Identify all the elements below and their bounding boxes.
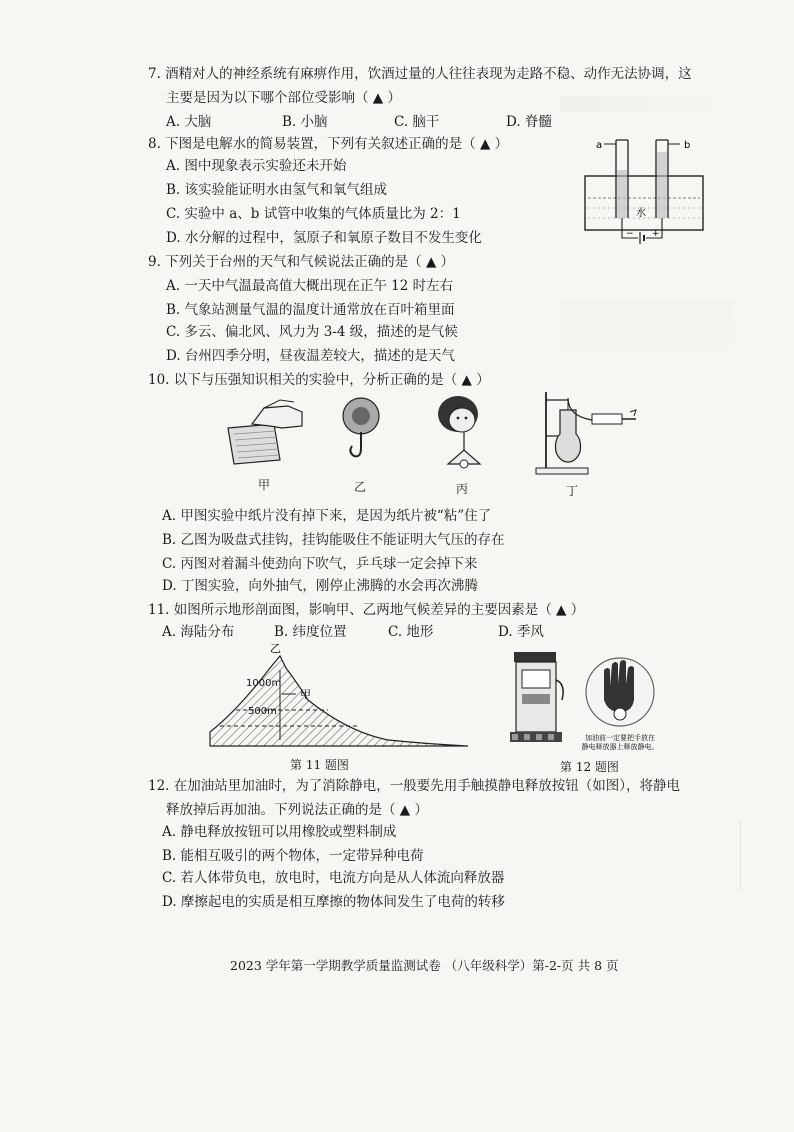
scan-edge-line [740,820,742,890]
site-label-jia: 甲 [300,688,311,701]
q8-option-a: A. 图中现象表示实验还未开始 [166,158,347,174]
tube-a-label: a [596,140,603,151]
q12-stem-line1: 12. 在加油站里加油时，为了消除静电，一般要先用手触摸静电释放按钮（如图），将静电 [148,778,681,794]
q8-stem: 8. 下图是电解水的简易装置，下列有关叙述正确的是（ ▲ ） [148,136,509,152]
q9-option-c: C. 多云、偏北风、风力为 3-4 级，描述的是气候 [166,324,458,340]
svg-text:+: + [652,229,660,239]
water-label: 水 [636,208,646,219]
figure-ding-label: 丁 [566,484,579,498]
q11-option-b: B. 纬度位置 [274,624,347,640]
sign-line2: 静电释放器上释放静电。 [581,743,659,751]
q9-stem: 9. 下列关于台州的天气和气候说法正确的是（ ▲ ） [148,254,455,270]
q7-option-a: A. 大脑 [166,114,212,130]
terrain-profile-figure [208,640,470,752]
static-discharge-figure [500,640,676,752]
q12-stem-line2: 释放掉后再加油。下列说法正确的是（ ▲ ） [166,802,428,818]
q12-option-b: B. 能相互吸引的两个物体，一定带异种电荷 [162,848,424,864]
scan-bleed-mark [560,300,730,360]
q9-option-d: D. 台州四季分明，昼夜温差较大，描述的是天气 [166,348,455,364]
figure-yi-label: 乙 [354,480,367,494]
q7-stem-line1: 7. 酒精对人的神经系统有麻痹作用，饮酒过量的人往往表现为走路不稳、动作无法协调，这 [148,66,692,82]
peak-label-yi: 乙 [270,642,281,655]
q7-option-b: B. 小脑 [282,114,328,130]
electrolysis-apparatus-figure [580,132,710,248]
tube-b-label: b [684,140,691,151]
q12-option-a: A. 静电释放按钮可以用橡胶或塑料制成 [162,824,397,840]
q7-stem-line2: 主要是因为以下哪个部位受影响（ ▲ ） [166,90,401,106]
figure-jia-label: 甲 [258,478,271,492]
q11-option-c: C. 地形 [388,624,434,640]
q11-stem: 11. 如图所示地形剖面图，影响甲、乙两地气候差异的主要因素是（ ▲ ） [148,602,585,618]
q10-option-a: A. 甲图实验中纸片没有掉下来，是因为纸片被“粘”住了 [162,508,492,524]
q10-stem: 10. 以下与压强知识相关的实验中，分析正确的是（ ▲ ） [148,372,490,388]
figure-12-caption: 第 12 题图 [560,760,619,774]
q9-option-b: B. 气象站测量气温的温度计通常放在百叶箱里面 [166,302,455,318]
q8-option-d: D. 水分解的过程中，氢原子和氧原子数目不发生变化 [166,230,482,246]
scan-bleed-mark [560,96,720,112]
q8-option-c: C. 实验中 a、b 试管中收集的气体质量比为 2：1 [166,206,461,222]
figure-jia-paper-card [222,398,306,468]
q12-option-c: C. 若人体带负电，放电时，电流方向是从人体流向释放器 [162,870,505,886]
q11-option-d: D. 季风 [498,624,544,640]
q7-option-d: D. 脊髓 [506,114,552,130]
height-500m-label: 500m [248,706,277,717]
q10-option-c: C. 丙图对着漏斗使劲向下吹气，乒乓球一定会掉下来 [162,556,478,572]
figure-yi-suction-hook [336,394,386,466]
height-1000m-label: 1000m [246,678,282,689]
q10-option-b: B. 乙图为吸盘式挂钩，挂钩能吸住不能证明大气压的存在 [162,532,505,548]
sign-line1: 加油前一定要把手放在 [585,734,655,742]
figure-11-caption: 第 11 题图 [290,758,349,772]
q9-option-a: A. 一天中气温最高值大概出现在正午 12 时左右 [166,278,454,294]
q11-option-a: A. 海陆分布 [162,624,235,640]
q12-option-d: D. 摩擦起电的实质是相互摩擦的物体间发生了电荷的转移 [162,894,505,910]
figure-ding-flask-syringe [532,386,644,478]
figure-bing-label: 丙 [456,482,469,496]
q7-option-c: C. 脑干 [394,114,440,130]
q8-option-b: B. 该实验能证明水由氢气和氧气组成 [166,182,388,198]
page-footer: 2023 学年第一学期教学质量监测试卷 （八年级科学）第-2-页 共 8 页 [230,958,619,973]
figure-bing-funnel-blowing [430,392,502,476]
svg-text:−: − [626,229,634,239]
q10-option-d: D. 丁图实验，向外抽气，刚停止沸腾的水会再次沸腾 [162,578,478,594]
